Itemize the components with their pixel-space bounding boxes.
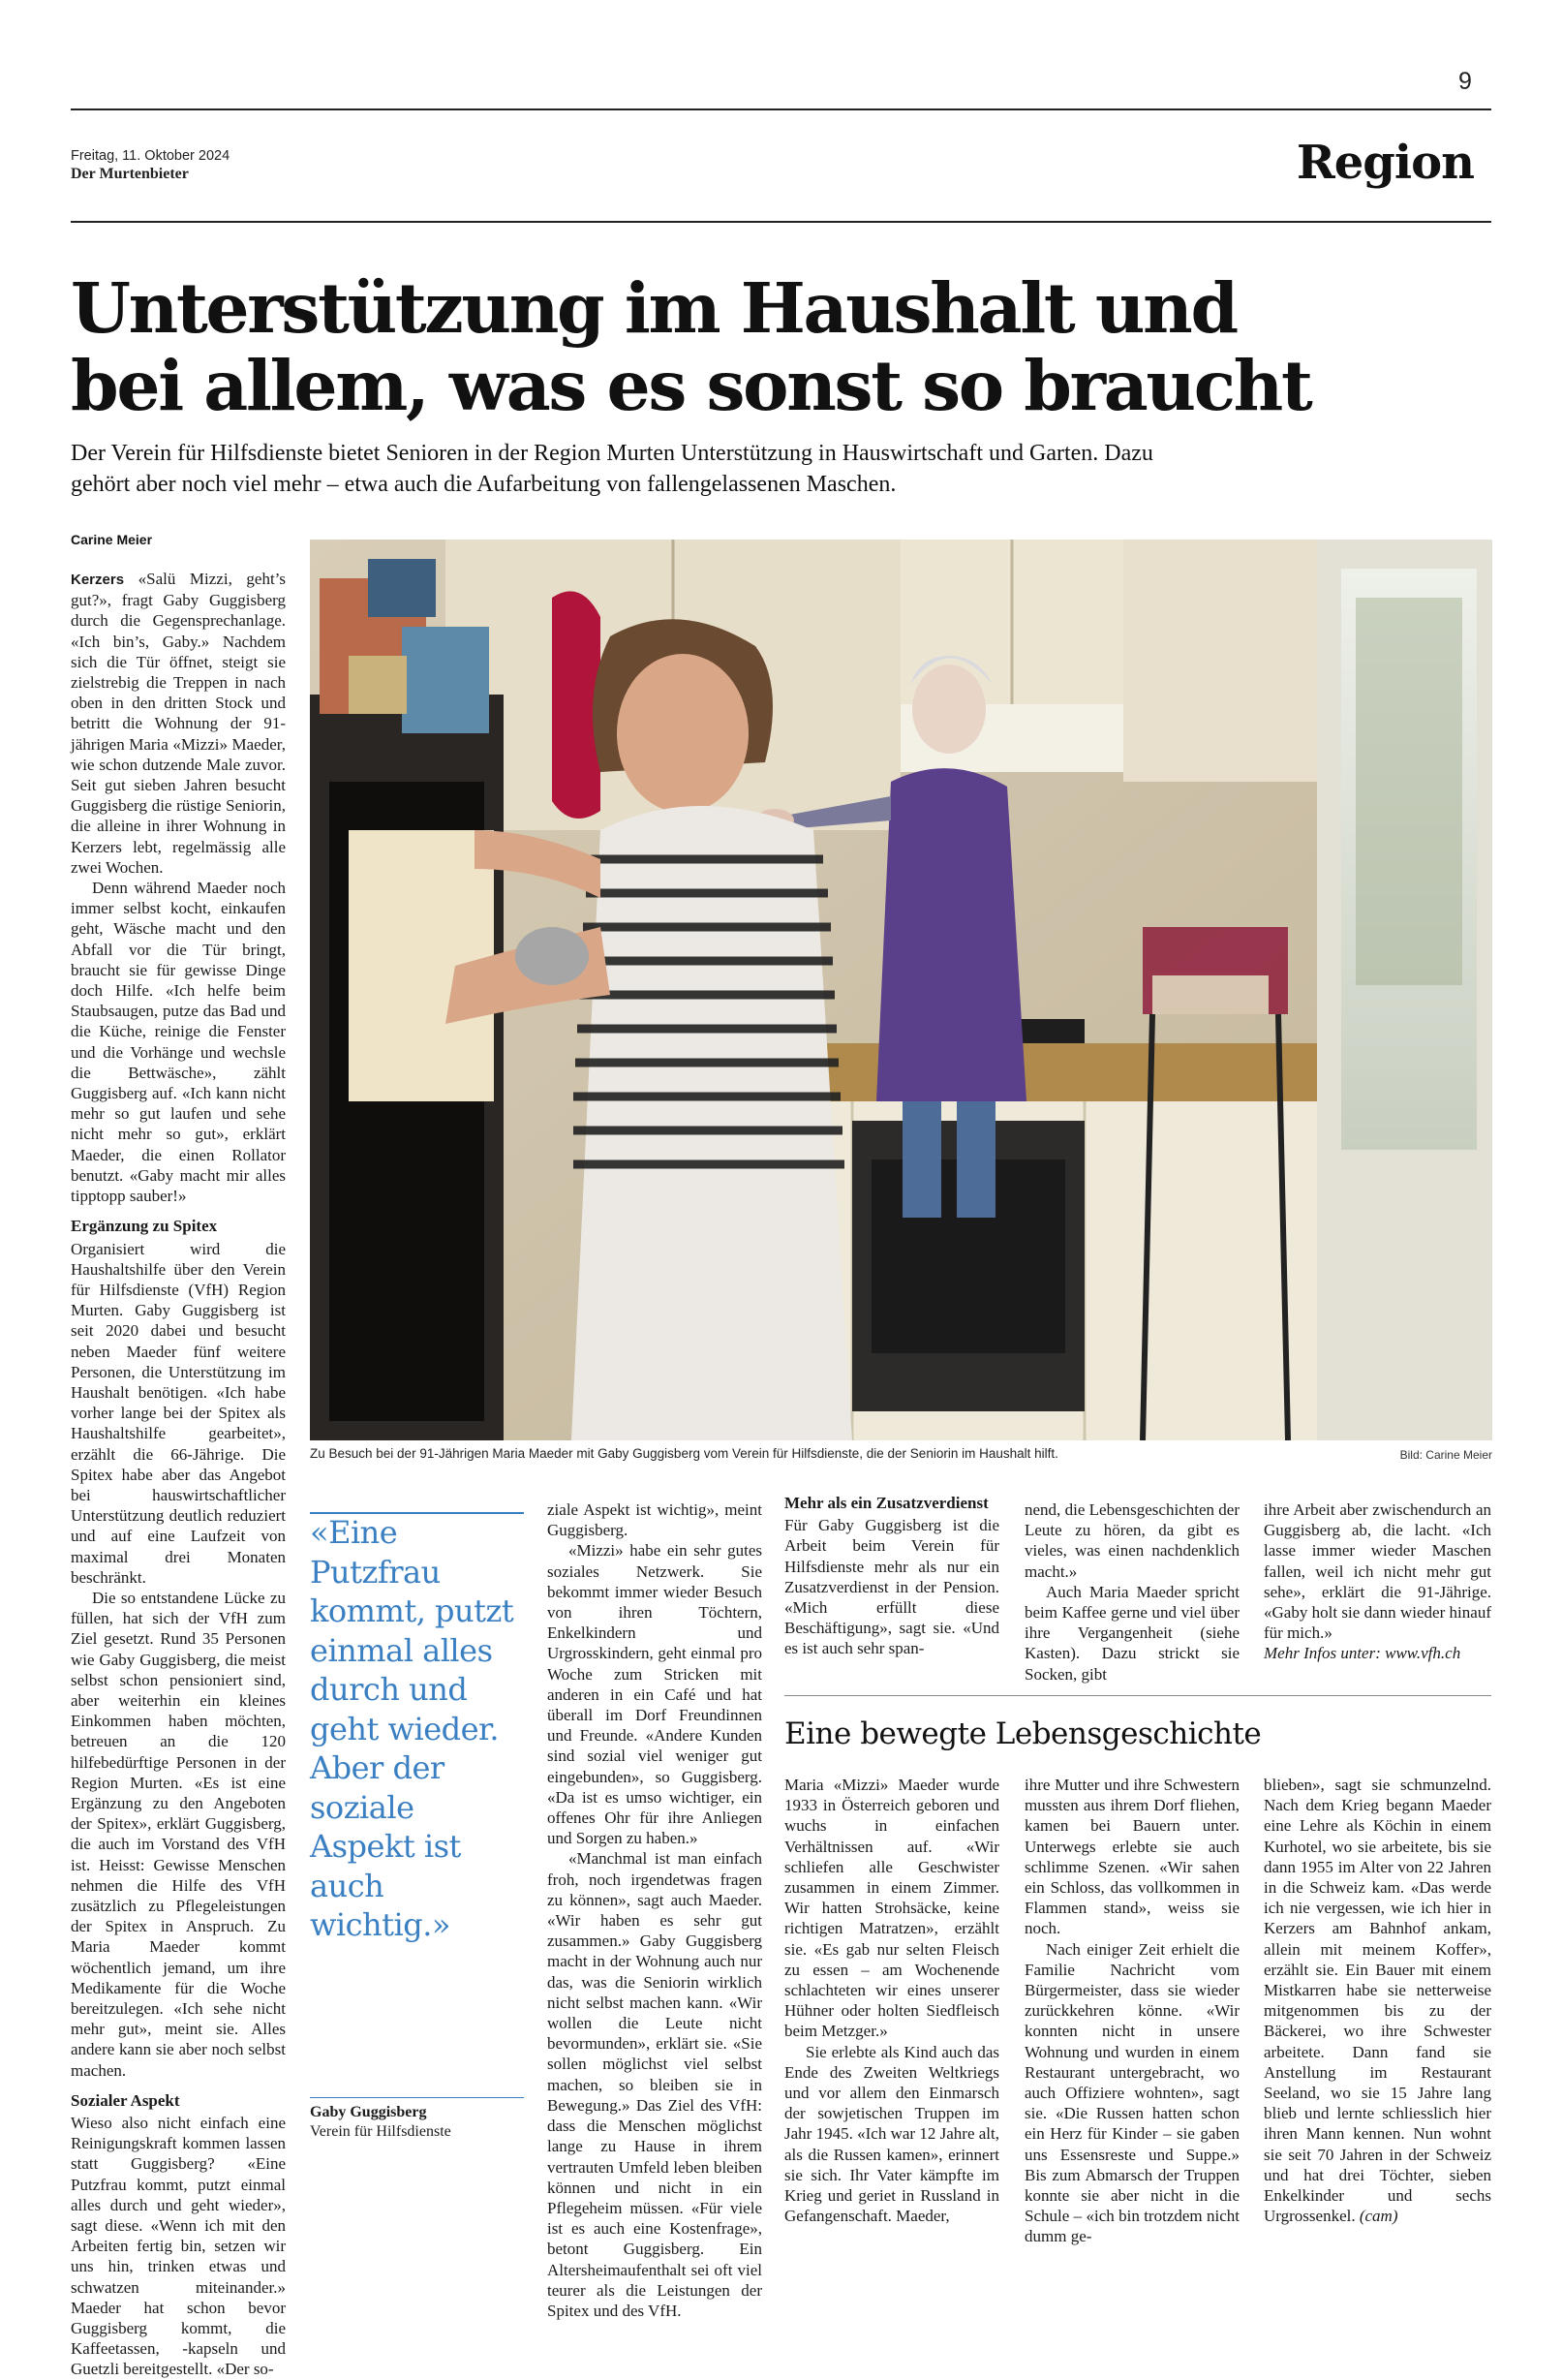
more-info-label: Mehr Infos unter: <box>1264 1644 1381 1663</box>
dateline: Kerzers <box>71 572 125 588</box>
headline <box>71 269 1310 424</box>
subheading: Ergänzung zu Spitex <box>71 1217 218 1236</box>
box-paragraph: Maria «Mizzi» Maeder wurde 1933 in Österreich geboren und wuchs in einfachen Verhältnissen auf. «Wir schliefen alle Geschwister zusammen in einem Zimmer. Wir hatten Strohsäcke, keine richtigen Matratzen», erzählt sie. «Es gab nur selten Fleisch zu essen – am Wochenende schlachteten wir eines unserer Hühner oder holten Siedfleisch beim Metzger.» <box>784 1776 999 2041</box>
body-paragraph: Organisiert wird die Haushaltshilfe über den Verein für Hilfsdienste (VfH) Region Murten. Gaby Guggisberg ist seit 2020 dabei und besucht neben Maeder fünf weitere Personen, die Unterstützung im Haushalt benötigen. «Ich habe vorher lange bei der Spitex als Haushaltshilfe gearbeitet», erzählt die 66-Jährige. Die Spitex habe aber das Angebot bei hauswirtschaftlicher Unterstützung deutlich reduziert und auf eine Laufzeit von maximal drei Monaten beschränkt. <box>71 1239 286 1587</box>
box-title: Eine bewegte Lebensgeschichte <box>784 1716 1262 1751</box>
kitchen-photo-illustration <box>310 540 1492 1440</box>
lede: Der Verein für Hilfsdienste bietet Senioren in der Region Murten Unterstützung in Hauswirtschaft und Garten. Dazu gehört aber noch viel mehr – etwa auch die Aufarbeitung von fallengelassenen Maschen. <box>71 441 1153 497</box>
body-paragraph: Denn während Maeder noch immer selbst kocht, einkaufen geht, Wäsche macht und den Abfall vor die Tür bringt, braucht sie für gewisse Dinge doch Hilfe. «Ich helfe beim Staubsaugen, putze das Bad und die Küche, reinige die Fenster und die Vorhänge und wechsle die Bettwäsche», zählt Guggisberg auf. «Ich kann nicht mehr so gut laufen und sehe nicht mehr so gut», erklärt Maeder, die einen Rollator benutzt. «Gaby macht mir alles tipptopp sauber!» <box>71 879 286 1206</box>
subheading: Mehr als ein Zusatzverdienst <box>784 1494 989 1512</box>
article-column-1 <box>71 569 287 2379</box>
photo-credit: Bild: Carine Meier <box>1399 1448 1492 1462</box>
pullquote-bottom-rule <box>310 2097 524 2098</box>
quote-role: Verein für Hilfsdienste <box>310 2123 451 2140</box>
quote-name: Gaby Guggisberg <box>310 2104 427 2120</box>
body-paragraph: «Manchmal ist man einfach froh, noch irgendetwas fragen zu können», sagt auch Maeder. «Wir haben es sehr gut zusammen.» Gaby Guggisberg macht in der Wohnung auch nur das, was die Seniorin wirklich nicht selbst machen kann. «Wir wollen die Leute nicht bevormunden», erklärt sie. «Sie sollen möglichst viel selbst machen, so bleiben sie in Bewegung.» Das Ziel des VfH: dass die Menschen möglichst lange zu Hause in ihrem vertrauten Umfeld leben bleiben können und nicht in ein Pflegeheim müssen. «Für viele ist es auch eine Kostenfrage», betont Guggisberg. Ein Altersheimaufenthalt sei oft viel teurer als die Leistungen der Spitex und des VfH. <box>547 1849 762 2320</box>
body-paragraph: Die so entstandene Lücke zu füllen, hat sich der VfH zum Ziel gesetzt. Rund 35 Personen wie Gaby Guggisberg, die meist selbst schon pensioniert sind, aber weiterhin ein kleines Einkommen haben möchten, betreuen an die 120 hilfebedürftige Personen in der Region Murten. «Es ist eine Ergänzung zu den Angeboten der Spitex», erklärt Guggisberg, die auch im Vorstand des VfH ist. Heisst: Gewisse Menschen nehmen die Hilfe des VfH zusätzlich zu Pflegeleistungen der Spitex in Anspruch. Zu Maria Maeder kommt wöchentlich jemand, um ihre Medikamente für die Woche bereitzulegen. «Ich sehe nicht mehr gut», meint sie. Alles andere kann sie aber noch selbst machen. <box>71 1588 286 2080</box>
box-paragraph: ihre Mutter und ihre Schwestern mussten aus ihrem Dorf fliehen, kamen bei Bauern unter. Unterwegs erlebte sie auch schlimme Szenen. «Wir sahen ein Schloss, das vollkommen in Flammen stand», weiss sie noch. <box>1025 1776 1240 1938</box>
subheading: Sozialer Aspekt <box>71 2090 180 2110</box>
box-top-rule <box>784 1695 1491 1696</box>
box-paragraph: Sie erlebte als Kind auch das Ende des Zweiten Weltkriegs und vor allem den Einmarsch der sowjetischen Truppen im Jahr 1945. «Ich war 12 Jahre alt, als die Russen kamen», erinnert sie sich. Ihr Vater kämpfte im Krieg und geriet in Russland in Gefangenschaft. Maeder, <box>784 2042 999 2226</box>
article-column-3 <box>547 1499 762 2320</box>
signoff: (cam) <box>1359 2207 1398 2226</box>
headline-line-1: Unterstützung im Haushalt und <box>71 267 1237 349</box>
box-paragraph: blieben», sagt sie schmunzelnd. Nach dem Krieg begann Maeder eine Lehre als Köchin in einem Kurhotel, wo sie arbeitete, bis sie dann 1955 im Alter von 22 Jahren in die Schweiz kam. «Das werde ich nie vergessen, wie ich hier in Kerzers am Bahnhof ankam, allein mit meinem Koffer», erzählt sie. Ein Bauer mit einem Mistkarren habe sie netterweise mitgenommen bis zu der Bäckerei, wo ihre Schwester arbeitete. Dann fand sie Anstellung im Restaurant Seeland, wo sie 15 Jahre lang blieb und lernte schliesslich hier ihren Mann kennen. Nun wohnt sie seit 70 Jahren in der Schweiz und hat drei Töchter, sieben Enkelkinder und sechs Urgrossenkel. <box>1264 1776 1491 2226</box>
headline-line-2: bei allem, was es sonst so braucht <box>71 345 1311 426</box>
body-paragraph: nend, die Lebensgeschichten der Leute zu hören, da gibt es vieles, was einen nachdenklich macht.» <box>1025 1500 1240 1581</box>
issue-date: Freitag, 11. Oktober 2024 <box>71 148 230 164</box>
page-number: 9 <box>1458 68 1472 95</box>
article-column-6 <box>1264 1499 1491 1669</box>
more-info-link[interactable]: www.vfh.ch <box>1385 1644 1461 1663</box>
photo-caption: Zu Besuch bei der 91-Jährigen Maria Maeder mit Gaby Guggisberg vom Verein für Hilfsdienste, die der Seniorin im Haushalt hilft. <box>310 1446 1058 1461</box>
top-rule <box>71 108 1491 110</box>
article-column-4 <box>784 1493 999 1672</box>
box-column-3 <box>1264 1775 1491 2269</box>
body-paragraph: ihre Arbeit aber zwischendurch an Guggisberg ab, die lacht. «Ich lasse immer wieder Maschen fallen, weil ich nicht mehr gut sehe», erklärt die 91-Jährige. «Gaby holt sie dann wieder hinauf für mich.» <box>1264 1500 1491 1643</box>
body-paragraph: Wieso also nicht einfach eine Reinigungskraft kommen lassen statt Guggisberg? «Eine Putzfrau kommt, putzt einmal alles durch und geht wieder», sagt diese. «Wenn ich mit den Arbeiten fertig bin, setzen wir uns hin, trinken etwas und schwatzen miteinander.» Maeder hat schon bevor Guggisberg kommt, die Kaffeetassen, -kapseln und Guetzli bereitgestellt. «Der so- <box>71 2114 286 2379</box>
body-paragraph: «Mizzi» habe ein sehr gutes soziales Netzwerk. Sie bekommt immer wieder Besuch von ihren Töchtern, Enkelkindern und Urgrosskindern, geht einmal pro Woche zum Stricken mit anderen in ein Café und hat überall im Dorf Freundinnen und Freunde. «Andere Kunden sind sozial viel weniger gut eingebunden», so Guggisberg. «Da ist es umso wichtiger, ein offenes Ohr für ihre Anliegen und Sorgen zu haben.» <box>547 1541 762 1848</box>
body-paragraph: ziale Aspekt ist wichtig», meint Guggisberg. <box>547 1500 762 1540</box>
box-paragraph: Nach einiger Zeit erhielt die Familie Nachricht vom Bürgermeister, dass sie wieder zurückkehren könne. «Wir konnten nicht in unsere Wohnung und wurden in einem Restaurant untergebracht, wo auch Offiziere wohnten», sagt sie. «Die Russen hatten schon ein Herz für Kinder – sie gaben uns Essensreste und Suppe.» Bis zum Abmarsch der Truppen konnte sie aber nicht in die Schule – «ich bin trotzdem nicht dumm ge- <box>1025 1939 1240 2246</box>
section-rule <box>71 221 1491 223</box>
box-column-2 <box>1025 1775 1240 2269</box>
author: Carine Meier <box>71 532 153 547</box>
body-paragraph: Für Gaby Guggisberg ist die Arbeit beim Verein für Hilfsdienste mehr als nur ein Zusatzverdienst in der Pension. «Mich erfüllt diese Beschäftigung», sagt sie. «Und es ist auch sehr span- <box>784 1516 999 1658</box>
body-paragraph: «Salü Mizzi, geht’s gut?», fragt Gaby Guggisberg durch die Gegensprechanlage. «Ich bin’s, Gaby.» Nachdem sich die Tür öffnet, steigt sie zielstrebig die Treppen in nach oben in den dritten Stock und betritt die Wohnung der 91-jährigen Maria «Mizzi» Maeder, wie schon dutzende Male zuvor. Seit gut sieben Jahren besucht Guggisberg die rüstige Seniorin, die alleine in ihrer Wohnung in Kerzers lebt, regelmässig alle zwei Wochen. <box>71 570 287 877</box>
box-column-1 <box>784 1775 999 2269</box>
body-paragraph: Auch Maria Maeder spricht beim Kaffee gerne und viel über ihre Vergangenheit (siehe Kasten). Dazu strickt sie Socken, gibt <box>1025 1582 1240 1684</box>
article-photo <box>310 540 1492 1440</box>
section-title: Region <box>1296 136 1474 190</box>
newspaper-name: Der Murtenbieter <box>71 166 189 182</box>
article-column-5 <box>1025 1499 1240 1684</box>
pullquote: «Eine Putzfrau kommt, putzt einmal alles durch und geht wieder. Aber der soziale Aspekt ist auch wichtig.» <box>310 1514 514 1943</box>
